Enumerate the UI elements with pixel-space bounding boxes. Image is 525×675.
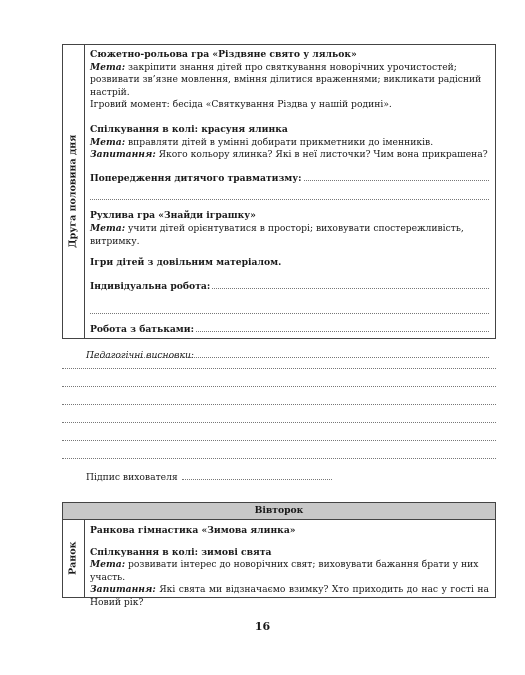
conclusions-line xyxy=(62,385,496,387)
fill-in-line xyxy=(90,301,489,314)
goal-label: Мета: xyxy=(90,136,126,148)
questions-text: Якого кольору ялинка? Які в неї листочки? Чим вона прикрашена? xyxy=(155,149,488,161)
injury-prevention-row xyxy=(90,171,489,186)
mobile-game-goal xyxy=(90,223,489,248)
goal-text: розвивати інтерес до новорічних свят; виховувати бажання брати у них участь. xyxy=(90,559,479,583)
individual-work-row xyxy=(90,279,489,294)
side-label-afternoon: Друга половина дня xyxy=(67,134,79,249)
individual-label: Індивідуальна робота: xyxy=(90,280,211,292)
conclusions-line xyxy=(62,367,496,369)
conclusions-title: Педагогічні висновки: xyxy=(86,350,194,361)
conclusions-line xyxy=(62,403,496,405)
questions-text: Які свята ми відзначаємо взимку? Хто приходить до нас у гості на Новий рік? xyxy=(90,584,489,608)
side-label-cell xyxy=(63,519,85,597)
questions-label: Запитання: xyxy=(90,584,156,596)
circle-title: Спілкування в колі: красуня ялинка xyxy=(90,123,288,135)
questions-label: Запитання: xyxy=(90,149,156,161)
fill-in-line xyxy=(196,322,489,332)
page-number: 16 xyxy=(254,620,271,633)
conclusions-line xyxy=(62,439,496,441)
circle-goal xyxy=(90,137,489,150)
conclusions-line xyxy=(62,457,496,459)
goal-text: закріпити знання дітей про святкування новорічних урочистостей; розвивати зв’язне мовлення, вміння ділитися враженнями; викликати радісний настрій. xyxy=(90,61,482,98)
fill-in-line xyxy=(304,171,489,181)
morning-content xyxy=(90,525,489,610)
role-game-title: Сюжетно-рольова гра «Різдвяне свято у ляльок» xyxy=(90,49,357,60)
mobile-game-title: Рухлива гра «Знайди іграшку» xyxy=(90,210,256,222)
goal-label: Мета: xyxy=(90,222,126,234)
signature-label: Підпис вихователя xyxy=(86,472,178,483)
parents-label: Робота з батьками: xyxy=(90,324,194,336)
injury-label: Попередження дитячого травматизму: xyxy=(90,172,302,184)
goal-text: учити дітей орієнтуватися в просторі; виховувати спостережливість, витримку. xyxy=(90,222,464,247)
fill-in-line xyxy=(212,279,489,289)
fill-in-line xyxy=(90,187,489,200)
day-header: Вівторок xyxy=(63,503,495,520)
gymnastics-title: Ранкова гімнастика «Зимова ялинка» xyxy=(90,525,296,536)
tuesday-plan-table xyxy=(62,502,496,608)
goal-label: Мета: xyxy=(90,559,126,571)
role-game-moment: Ігровий момент: бесіда «Святкування Різдва у нашій родині». xyxy=(90,99,392,111)
parents-work-row xyxy=(90,322,489,337)
side-label-morning: Ранок xyxy=(67,541,79,575)
goal-label: Мета: xyxy=(90,61,126,73)
afternoon-content xyxy=(90,49,489,358)
circle-goal xyxy=(90,559,489,584)
signature-row xyxy=(86,470,332,485)
circle-questions xyxy=(90,149,489,162)
signature-line xyxy=(182,470,332,480)
circle-questions xyxy=(90,584,489,609)
side-label-cell xyxy=(63,45,85,338)
goal-text: вправляти дітей в умінні добирати прикметники до іменників. xyxy=(125,136,434,148)
conclusions-line xyxy=(62,421,496,423)
free-play: Ігри дітей з довільним матеріалом. xyxy=(90,257,282,269)
afternoon-plan-table xyxy=(62,44,496,339)
circle-title: Спілкування в колі: зимові свята xyxy=(90,546,272,558)
role-game-goal xyxy=(90,62,489,100)
